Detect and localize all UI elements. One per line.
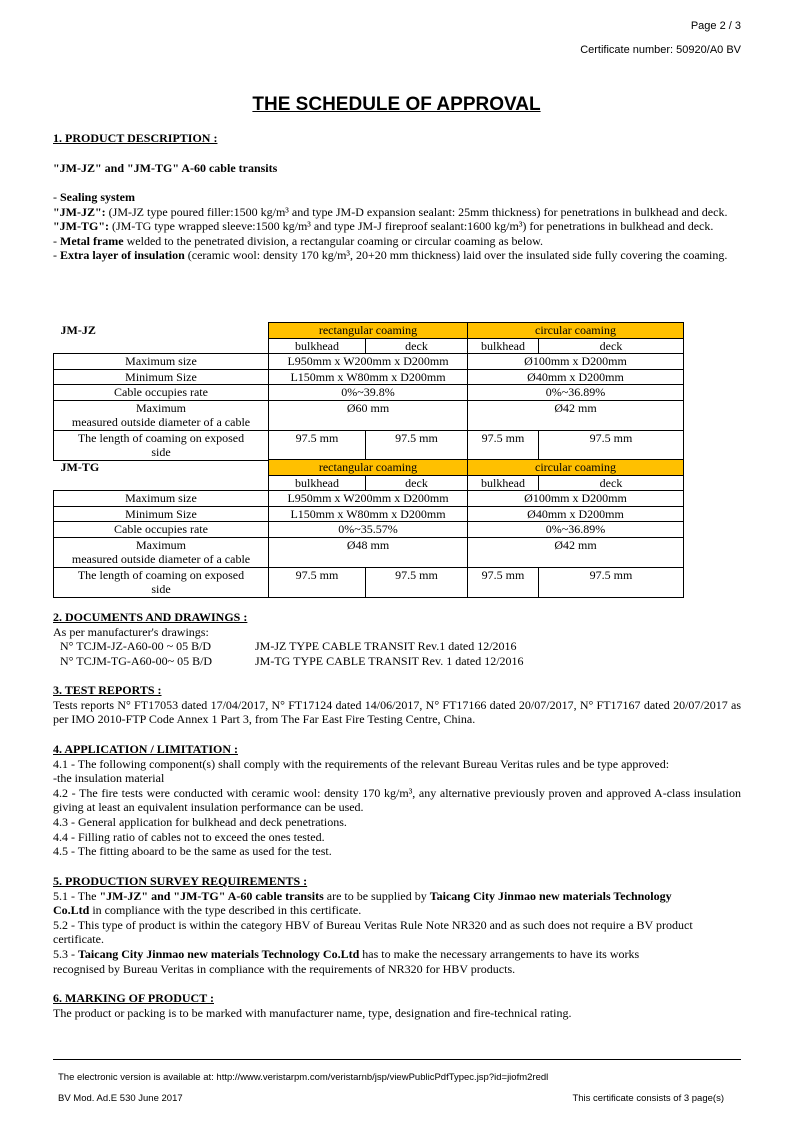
product-details: - Sealing system "JM-JZ": (JM-JZ type poured filler:1500 kg/m³ and type JM-D expansion sealant: 25mm thickness) for penetrations in bulkhead and deck. "JM-TG": (JM-TG type wrapped sleeve:1500 kg/m³ and type JM-J fireproof sealant:1600 kg/m³) for penetrations in bulkhead and deck. - Metal frame welded to the penetrated division, a rectangular coaming or circular coaming as below. - Extra layer of insulation (ceramic wool: density 170 kg/m³, 20+20 mm thickness) laid over the insulated side fully covering the coaming. xyxy=(53,190,728,263)
page-number: Page 2 / 3 xyxy=(690,20,741,32)
section-test-reports: 3. TEST REPORTS : Tests reports N° FT17053 dated 17/04/2017, N° FT17124 dated 14/06/2017, N° FT17166 dated 20/07/2017, N° FT17167 dated 20/07/2017 as per IMO 2010-FTP Code Annex 1 Part 3, from The Far East Fire Testing Centre, China. xyxy=(53,683,741,727)
table-name: JM-JZ xyxy=(60,322,96,337)
section-application: 4. APPLICATION / LIMITATION : 4.1 - The following component(s) shall comply with the requirements of the relevant Bureau Veritas rules and be type approved: -the insulation material 4.2 - The fire tests were conducted with ceramic wool: density 170 kg/m³, any alternative previously proven and approved A-class insulation giving at least an equivalent insulation performance can be used. 4.3 - General application for bulkhead and deck penetrations. 4.4 - Filling ratio of cables not to exceed the ones tested. 4.5 - The fitting aboard to be the same as used for the test. xyxy=(53,742,741,859)
table-row: Maximum measured outside diameter of a cable Ø48 mm Ø42 mm xyxy=(54,537,684,567)
header-rect: rectangular coaming xyxy=(269,323,468,339)
section-production-survey: 5. PRODUCTION SURVEY REQUIREMENTS : 5.1 - The "JM-JZ" and "JM-TG" A-60 cable transits are to be supplied by Taicang City Jinmao new materials Technology Co.Ltd in compliance with the type described in this certificate. 5.2 - This type of product is within the category HBV of Bureau Veritas Rule Note NR320 and as such does not require a BV product certificate. 5.3 - Taicang City Jinmao new materials Technology Co.Ltd has to make the necessary arrangements to have its works recognised by Bureau Veritas in compliance with the requirements of NR320 for HBV products. xyxy=(53,874,693,976)
electronic-version-link: The electronic version is available at: http://www.veristarpm.com/veristarnb/jsp/viewPublicPdfTypec.jsp?id=jiofm2redl xyxy=(58,1072,549,1083)
page-count: This certificate consists of 3 page(s) xyxy=(572,1093,724,1104)
footer-divider xyxy=(53,1059,741,1060)
table-row: Maximum measured outside diameter of a cable Ø60 mm Ø42 mm xyxy=(54,400,684,430)
table-row: Cable occupies rate 0%~39.8% 0%~36.89% xyxy=(54,385,684,401)
section-documents: 2. DOCUMENTS AND DRAWINGS : As per manufacturer's drawings: N° TCJM-JZ-A60-00 ~ 05 B/D JM-JZ TYPE CABLE TRANSIT Rev.1 dated 12/2016 N° TCJM-TG-A60-00~ 05 B/D JM-TG TYPE CABLE TRANSIT Rev. 1 dated 12/2016 xyxy=(53,610,741,668)
table-row: Maximum size L950mm x W200mm x D200mm Ø100mm x D200mm xyxy=(54,354,684,370)
section-marking: 6. MARKING OF PRODUCT : The product or packing is to be marked with manufacturer name, type, designation and fire-technical rating. xyxy=(53,991,572,1020)
list-item: N° TCJM-JZ-A60-00 ~ 05 B/D JM-JZ TYPE CABLE TRANSIT Rev.1 dated 12/2016 xyxy=(60,639,517,654)
table-row: Maximum size L950mm x W200mm x D200mm Ø100mm x D200mm xyxy=(54,491,684,507)
table-row: Minimum Size L150mm x W80mm x D200mm Ø40mm x D200mm xyxy=(54,369,684,385)
list-item: N° TCJM-TG-A60-00~ 05 B/D JM-TG TYPE CABLE TRANSIT Rev. 1 dated 12/2016 xyxy=(60,653,524,668)
jm-tg-spec-table: JM-TG rectangular coaming circular coaming bulkhead deck bulkhead deck Maximum size L950mm x W200mm x D200mm Ø100mm x D200mm Minimum Size L150mm x W80mm x D200mm Ø40mm x D200mm Cable occupies rate 0%~35.57% 0%~36.89% Maximum measured outside diameter of a cable Ø48 mm Ø42 mm The length of coaming on exposed side 97.5 mm 97.5 mm 97.5 mm 97.5 mm xyxy=(53,459,684,598)
certificate-number: Certificate number: 50920/A0 BV xyxy=(580,44,741,56)
section-product-description xyxy=(53,131,741,146)
form-reference: BV Mod. Ad.E 530 June 2017 xyxy=(58,1093,183,1104)
table-row: The length of coaming on exposed side 97.5 mm 97.5 mm 97.5 mm 97.5 mm xyxy=(54,567,684,597)
table-name: JM-TG xyxy=(60,459,100,474)
section-heading: 1. PRODUCT DESCRIPTION : xyxy=(53,131,218,145)
table-row: Minimum Size L150mm x W80mm x D200mm Ø40mm x D200mm xyxy=(54,506,684,522)
header-circ: circular coaming xyxy=(468,460,684,476)
page-title: THE SCHEDULE OF APPROVAL xyxy=(252,94,541,115)
product-name: "JM-JZ" and "JM-TG" A-60 cable transits xyxy=(53,161,278,175)
header-circ: circular coaming xyxy=(468,323,684,339)
jm-jz-spec-table: JM-JZ rectangular coaming circular coaming bulkhead deck bulkhead deck Maximum size L950mm x W200mm x D200mm Ø100mm x D200mm Minimum Size L150mm x W80mm x D200mm Ø40mm x D200mm Cable occupies rate 0%~39.8% 0%~36.89% Maximum measured outside diameter of a cable Ø60 mm Ø42 mm The length of coaming on exposed side 97.5 mm 97.5 mm 97.5 mm 97.5 mm xyxy=(53,322,684,461)
table-row: Cable occupies rate 0%~35.57% 0%~36.89% xyxy=(54,522,684,538)
table-row: The length of coaming on exposed side 97.5 mm 97.5 mm 97.5 mm 97.5 mm xyxy=(54,430,684,460)
header-rect: rectangular coaming xyxy=(269,460,468,476)
